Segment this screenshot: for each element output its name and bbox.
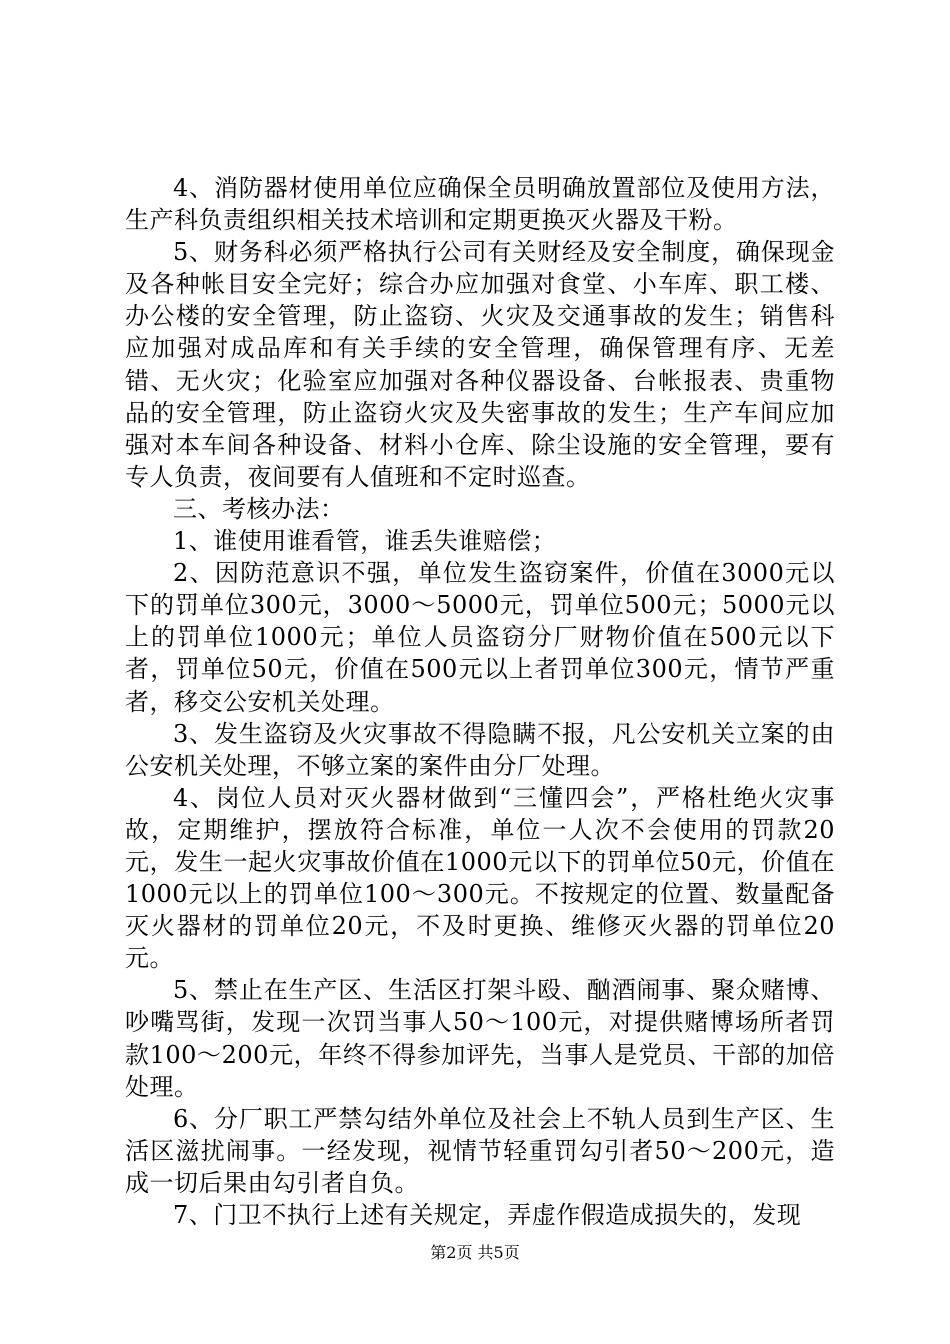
paragraph-rule-1: 1、谁使用谁看管，谁丢失谁赔偿； <box>173 527 557 556</box>
paragraph-rule-5: 5、禁止在生产区、生活区打架斗殴、酗酒闹事、聚众赌博、吵嘴骂街，发现一次罚当事人50～100元，对提供赌博场所者罚款100～200元，年终不得参加评先，当事人是党员、干部的加倍处理。 <box>125 976 835 1101</box>
section-heading-assessment: 三、考核办法： <box>173 494 345 523</box>
paragraph-rule-7: 7、门卫不执行上述有关规定，弄虚作假造成损失的，发现 <box>173 1201 802 1229</box>
page-number-footer: 第2页 共5页 <box>430 1243 520 1262</box>
paragraph-rule-6: 6、分厂职工严禁勾结外单位及社会上不轨人员到生产区、生活区滋扰闹事。一经发现，视情节轻重罚勾引者50～200元，造成一切后果由勾引者自负。 <box>125 1104 835 1197</box>
paragraph-rule-4: 4、岗位人员对灭火器材做到“三懂四会”，严格杜绝火灾事故，定期维护，摆放符合标准，单位一人次不会使用的罚款20元，发生一起火灾事故价值在1000元以下的罚单位50元，价值在1000元以上的罚单位100～300元。不按规定的位置、数量配备灭火器材的罚单位20元，不及时更换、维修灭火器的罚单位20元。 <box>125 783 835 973</box>
paragraph-rule-2: 2、因防范意识不强，单位发生盗窃案件，价值在3000元以下的罚单位300元，3000～5000元，罚单位500元；5000元以上的罚单位1000元；单位人员盗窃分厂财物价值在500元以下者，罚单位50元，价值在500元以上者罚单位300元，情节严重者，移交公安机关处理。 <box>125 559 835 716</box>
paragraph-finance-security: 5、财务科必须严格执行公司有关财经及安全制度，确保现金及各种帐目安全完好；综合办应加强对食堂、小车库、职工楼、办公楼的安全管理，防止盗窃、火灾及交通事故的发生；销售科应加强对成品库和有关手续的安全管理，确保管理有序、无差错、无火灾；化验室应加强对各种仪器设备、台帐报表、贵重物品的安全管理，防止盗窃火灾及失密事故的发生；生产车间应加强对本车间各种设备、材料小仓库、除尘设施的安全管理，要有专人负责，夜间要有人值班和不定时巡查。 <box>125 238 835 491</box>
paragraph-rule-3: 3、发生盗窃及火灾事故不得隐瞒不报，凡公安机关立案的由公安机关处理，不够立案的案件由分厂处理。 <box>125 719 835 780</box>
document-body <box>125 172 835 1231</box>
paragraph-fire-equipment: 4、消防器材使用单位应确保全员明确放置部位及使用方法，生产科负责组织相关技术培训和定期更换灭火器及干粉。 <box>125 174 835 235</box>
